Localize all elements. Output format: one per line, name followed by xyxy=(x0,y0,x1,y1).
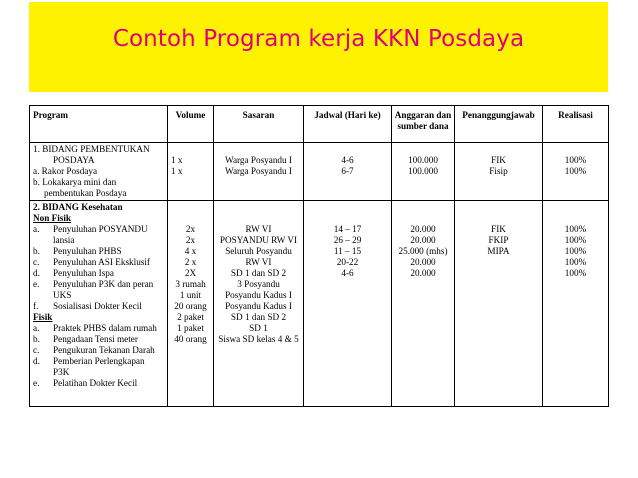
cell-value: POSYANDU RW VI xyxy=(219,235,298,245)
cell-value: 2x xyxy=(185,235,196,245)
item-text: Sosialisasi Dokter Kecil xyxy=(53,301,142,311)
cell-value: SD 1 dan SD 2 xyxy=(230,312,287,322)
item-text: Penyuluhan Ispa xyxy=(53,268,114,278)
cell-value: MIPA xyxy=(487,246,510,256)
header-row xyxy=(30,106,609,143)
subsection-heading: Fisik xyxy=(33,312,53,322)
item-text: Praktek PHBS dalam rumah xyxy=(53,323,157,333)
header-jadwal: Jadwal (Hari ke) xyxy=(304,106,392,143)
program-line: POSDAYA xyxy=(53,155,95,165)
cell-value: RW VI xyxy=(245,224,272,234)
cell-value xyxy=(217,213,300,224)
jadwal-cell xyxy=(304,201,392,407)
cell-value xyxy=(546,202,605,213)
section-heading: 2. BIDANG Kesehatan xyxy=(33,202,123,212)
header-volume: Volume xyxy=(168,106,214,143)
item-marker: a. xyxy=(33,323,40,333)
cell-value: Posyandu Kadus I xyxy=(225,290,292,300)
subsection-heading: Non Fisik xyxy=(33,213,72,223)
program-table xyxy=(29,105,609,407)
cell-value: 1 unit xyxy=(179,290,202,300)
item-marker: f. xyxy=(33,301,39,311)
program-line: b. Lokakarya mini dan xyxy=(33,177,117,187)
cell-value: SD 1 xyxy=(249,323,268,333)
jadwal-cell xyxy=(304,143,392,201)
cell-value: SD 1 dan SD 2 xyxy=(230,268,287,278)
item-marker: d. xyxy=(33,268,40,278)
table-row xyxy=(30,143,609,201)
item-text: Pemberian Perlengkapan xyxy=(53,356,145,366)
cell-value xyxy=(171,202,210,213)
cell-value xyxy=(546,213,605,224)
title-banner xyxy=(29,2,608,92)
cell-value xyxy=(458,213,539,224)
cell-value: Warga Posyandu I xyxy=(225,166,292,176)
sasaran-cell xyxy=(214,201,304,407)
program-line: pembentukan Posdaya xyxy=(44,188,127,198)
penanggungjawab-cell xyxy=(455,143,543,201)
cell-value: 20-22 xyxy=(336,257,359,267)
item-marker: c. xyxy=(33,257,40,267)
cell-value: 20.000 xyxy=(410,224,436,234)
header-anggaran: Anggaran dan sumber dana xyxy=(392,106,455,143)
realisasi-cell xyxy=(543,143,609,201)
item-marker: e. xyxy=(33,279,40,289)
cell-value: 100.000 xyxy=(408,166,438,176)
cell-value: 20.000 xyxy=(410,235,436,245)
cell-value: 2X xyxy=(184,268,197,278)
cell-value: FIK xyxy=(491,224,506,234)
cell-value xyxy=(307,202,388,213)
cell-value: 1 x xyxy=(171,155,183,165)
volume-cell xyxy=(168,201,214,407)
cell-value: 100% xyxy=(564,224,587,234)
page-title: Contoh Program kerja KKN Posdaya xyxy=(112,26,525,52)
item-marker: b. xyxy=(33,334,40,344)
cell-value: 1 x xyxy=(171,166,183,176)
cell-value xyxy=(217,202,300,213)
penanggungjawab-cell xyxy=(455,201,543,407)
cell-value: 2 x xyxy=(184,257,197,267)
cell-value: 4-6 xyxy=(341,155,354,165)
cell-value: 100% xyxy=(564,155,587,165)
cell-value: 100% xyxy=(564,268,587,278)
item-text: Penyuluhan PHBS xyxy=(53,246,122,256)
cell-value: 4 x xyxy=(184,246,197,256)
item-marker: e. xyxy=(33,378,40,388)
cell-value xyxy=(458,144,539,155)
item-text: Penyuluhan POSYANDU xyxy=(53,224,148,234)
cell-value: Seluruh Posyandu xyxy=(225,246,292,256)
item-text: lansia xyxy=(53,235,75,245)
cell-value: FKIP xyxy=(488,235,509,245)
cell-value xyxy=(546,144,605,155)
cell-value xyxy=(171,213,210,224)
item-text: Penyuluhan ASI Eksklusif xyxy=(53,257,150,267)
cell-value xyxy=(458,202,539,213)
cell-value xyxy=(395,202,451,213)
table-row xyxy=(30,201,609,407)
cell-value: Warga Posyandu I xyxy=(225,155,292,165)
cell-value: 100% xyxy=(564,246,587,256)
cell-value: Posyandu Kadus I xyxy=(225,301,292,311)
item-text: Pelatihan Dokter Kecil xyxy=(53,378,138,388)
program-cell xyxy=(30,201,168,407)
cell-value: 11 – 15 xyxy=(333,246,362,256)
header-penanggungjawab: Penanggungjawab xyxy=(455,106,543,143)
cell-value: FIK xyxy=(491,155,506,165)
cell-value: RW VI xyxy=(245,257,272,267)
anggaran-cell xyxy=(392,143,455,201)
header-program: Program xyxy=(30,106,168,143)
cell-value xyxy=(171,144,210,155)
cell-value xyxy=(217,144,300,155)
cell-value: Fisip xyxy=(489,166,508,176)
item-marker: c. xyxy=(33,345,40,355)
anggaran-cell xyxy=(392,201,455,407)
cell-value: 20.000 xyxy=(410,268,436,278)
item-marker: b. xyxy=(33,246,40,256)
program-line: 1. BIDANG PEMBENTUKAN xyxy=(33,144,150,154)
header-realisasi: Realisasi xyxy=(543,106,609,143)
cell-value: Siswa SD kelas 4 & 5 xyxy=(218,334,299,344)
cell-value: 1 paket xyxy=(177,323,204,333)
cell-value: 25.000 (mhs) xyxy=(398,246,448,256)
cell-value: 4-6 xyxy=(341,268,354,278)
cell-value: 6-7 xyxy=(341,166,354,176)
cell-value xyxy=(307,213,388,224)
cell-value: 2 paket xyxy=(177,312,204,322)
cell-value: 100% xyxy=(564,257,587,267)
cell-value: 40 orang xyxy=(174,334,207,344)
item-text: P3K xyxy=(53,367,70,377)
cell-value: 26 – 29 xyxy=(333,235,362,245)
item-marker: a. xyxy=(33,224,40,234)
cell-value xyxy=(395,213,451,224)
program-line: a. Rakor Posdaya xyxy=(33,166,98,176)
item-text: Pengadaan Tensi meter xyxy=(53,334,138,344)
realisasi-cell xyxy=(543,201,609,407)
volume-cell xyxy=(168,143,214,201)
cell-value xyxy=(395,144,451,155)
cell-value: 3 rumah xyxy=(175,279,206,289)
cell-value: 100.000 xyxy=(408,155,438,165)
cell-value: 100% xyxy=(564,166,587,176)
item-text: Penyuluhan P3K dan peran xyxy=(53,279,154,289)
cell-value: 3 Posyandu xyxy=(237,279,280,289)
cell-value: 2x xyxy=(185,224,196,234)
cell-value: 14 – 17 xyxy=(333,224,362,234)
cell-value: 100% xyxy=(564,235,587,245)
cell-value: 20 orang xyxy=(174,301,207,311)
cell-value: 20.000 xyxy=(410,257,436,267)
program-cell xyxy=(30,143,168,201)
header-sasaran: Sasaran xyxy=(214,106,304,143)
sasaran-cell xyxy=(214,143,304,201)
item-text: UKS xyxy=(53,290,72,300)
item-text: Pengukuran Tekanan Darah xyxy=(53,345,155,355)
cell-value xyxy=(307,144,388,155)
item-marker: d. xyxy=(33,356,40,366)
